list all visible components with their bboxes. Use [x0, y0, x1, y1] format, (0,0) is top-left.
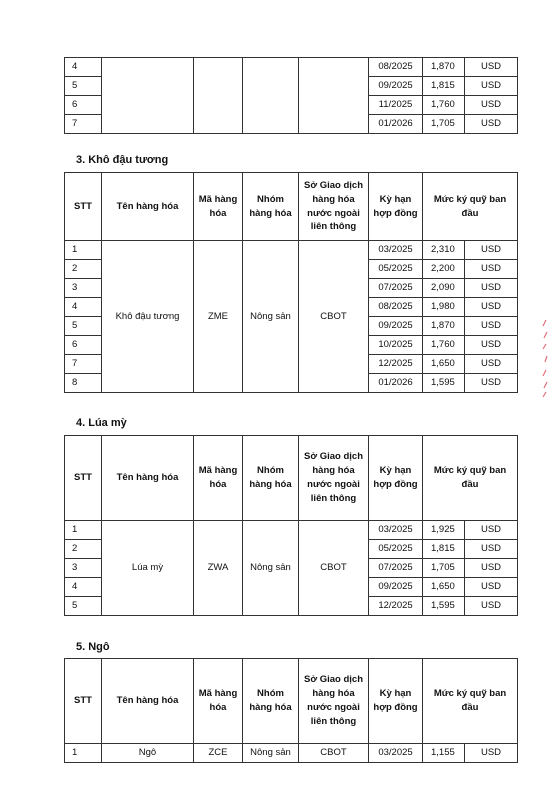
so-giao-dich-cell: CBOT	[299, 241, 369, 393]
stt-cell: 2	[65, 260, 102, 279]
currency-cell: USD	[465, 279, 518, 298]
table-row	[65, 521, 518, 540]
stt-cell: 4	[65, 298, 102, 317]
stt-cell: 2	[65, 540, 102, 559]
header-ky-han: Kỳ hạn hợp đồng	[369, 173, 423, 241]
nhom-hang-hoa-cell: Nông sản	[243, 521, 299, 616]
muc-ky-quy-cell: 2,090	[423, 279, 465, 298]
ky-han-cell: 08/2025	[369, 298, 423, 317]
stt-cell: 7	[65, 115, 102, 134]
header-nhom-hang-hoa: Nhóm hàng hóa	[243, 436, 299, 521]
stt-cell: 5	[65, 77, 102, 96]
ten-hang-hoa-cell: Lúa mỳ	[102, 521, 194, 616]
header-stt: STT	[65, 659, 102, 744]
currency-cell: USD	[465, 336, 518, 355]
muc-ky-quy-cell: 2,200	[423, 260, 465, 279]
ky-han-cell: 01/2026	[369, 115, 423, 134]
stt-cell: 3	[65, 559, 102, 578]
continuation-table	[64, 57, 518, 134]
table-row	[65, 58, 518, 77]
header-ky-han: Kỳ hạn hợp đồng	[369, 436, 423, 521]
muc-ky-quy-cell: 1,155	[423, 744, 465, 763]
table-header-row	[65, 436, 518, 521]
table-row	[65, 241, 518, 260]
ma-hang-hoa-cell: ZCE	[194, 744, 243, 763]
stt-cell: 7	[65, 355, 102, 374]
header-nhom-hang-hoa: Nhóm hàng hóa	[243, 173, 299, 241]
header-so-giao-dich: Sở Giao dịch hàng hóa nước ngoài liên thông	[299, 436, 369, 521]
muc-ky-quy-cell: 1,650	[423, 355, 465, 374]
ky-han-cell: 12/2025	[369, 355, 423, 374]
stt-cell: 6	[65, 96, 102, 115]
commodity-table	[64, 435, 518, 616]
muc-ky-quy-cell: 2,310	[423, 241, 465, 260]
currency-cell: USD	[465, 355, 518, 374]
stt-cell: 3	[65, 279, 102, 298]
header-ma-hang-hoa: Mã hàng hóa	[194, 659, 243, 744]
muc-ky-quy-cell: 1,760	[423, 336, 465, 355]
muc-ky-quy-cell: 1,870	[423, 317, 465, 336]
ky-han-cell: 07/2025	[369, 279, 423, 298]
header-nhom-hang-hoa: Nhóm hàng hóa	[243, 659, 299, 744]
currency-cell: USD	[465, 559, 518, 578]
ky-han-cell: 11/2025	[369, 96, 423, 115]
header-ma-hang-hoa: Mã hàng hóa	[194, 173, 243, 241]
currency-cell: USD	[465, 744, 518, 763]
currency-cell: USD	[465, 597, 518, 616]
nhom-hang-hoa-cell: Nông sản	[243, 744, 299, 763]
continuation-table-body	[65, 58, 518, 134]
ky-han-cell: 12/2025	[369, 597, 423, 616]
section-title: 3. Khô đậu tương	[76, 154, 169, 166]
muc-ky-quy-cell: 1,595	[423, 597, 465, 616]
stt-cell: 5	[65, 597, 102, 616]
muc-ky-quy-cell: 1,705	[423, 559, 465, 578]
stt-cell: 6	[65, 336, 102, 355]
ky-han-cell: 10/2025	[369, 336, 423, 355]
ma-hang-hoa-cell: ZWA	[194, 521, 243, 616]
stt-cell: 4	[65, 58, 102, 77]
stt-cell: 1	[65, 521, 102, 540]
ky-han-cell: 09/2025	[369, 317, 423, 336]
ma-hang-hoa-cell: ZME	[194, 241, 243, 393]
header-stt: STT	[65, 436, 102, 521]
currency-cell: USD	[465, 77, 518, 96]
ky-han-cell: 09/2025	[369, 77, 423, 96]
muc-ky-quy-cell: 1,650	[423, 578, 465, 597]
currency-cell: USD	[465, 521, 518, 540]
table-header-row	[65, 659, 518, 744]
muc-ky-quy-cell: 1,870	[423, 58, 465, 77]
section-title: 4. Lúa mỳ	[76, 417, 127, 429]
currency-cell: USD	[465, 260, 518, 279]
currency-cell: USD	[465, 578, 518, 597]
currency-cell: USD	[465, 96, 518, 115]
ky-han-cell: 01/2026	[369, 374, 423, 393]
table-header-row	[65, 173, 518, 241]
header-stt: STT	[65, 173, 102, 241]
ky-han-cell: 03/2025	[369, 744, 423, 763]
commodity-table	[64, 658, 518, 763]
stt-cell: 8	[65, 374, 102, 393]
so-giao-dich-cell: CBOT	[299, 521, 369, 616]
currency-cell: USD	[465, 298, 518, 317]
header-muc-ky-quy: Mức ký quỹ ban đầu	[423, 173, 518, 241]
stt-cell: 1	[65, 744, 102, 763]
ma-hang-hoa-cell	[194, 58, 243, 134]
nhom-hang-hoa-cell	[243, 58, 299, 134]
stt-cell: 5	[65, 317, 102, 336]
so-giao-dich-cell: CBOT	[299, 744, 369, 763]
currency-cell: USD	[465, 317, 518, 336]
commodity-table-body	[65, 521, 518, 616]
header-so-giao-dich: Sở Giao dịch hàng hóa nước ngoài liên thông	[299, 173, 369, 241]
muc-ky-quy-cell: 1,705	[423, 115, 465, 134]
ky-han-cell: 03/2025	[369, 521, 423, 540]
ky-han-cell: 08/2025	[369, 58, 423, 77]
stt-cell: 1	[65, 241, 102, 260]
commodity-table	[64, 172, 518, 393]
table-row	[65, 744, 518, 763]
header-ten-hang-hoa: Tên hàng hóa	[102, 659, 194, 744]
commodity-table-body	[65, 744, 518, 763]
ten-hang-hoa-cell	[102, 58, 194, 134]
muc-ky-quy-cell: 1,815	[423, 77, 465, 96]
ky-han-cell: 05/2025	[369, 540, 423, 559]
ky-han-cell: 03/2025	[369, 241, 423, 260]
currency-cell: USD	[465, 115, 518, 134]
ky-han-cell: 07/2025	[369, 559, 423, 578]
currency-cell: USD	[465, 241, 518, 260]
currency-cell: USD	[465, 58, 518, 77]
header-so-giao-dich: Sở Giao dịch hàng hóa nước ngoài liên thông	[299, 659, 369, 744]
so-giao-dich-cell	[299, 58, 369, 134]
header-ten-hang-hoa: Tên hàng hóa	[102, 173, 194, 241]
header-muc-ky-quy: Mức ký quỹ ban đầu	[423, 659, 518, 744]
commodity-table-body	[65, 241, 518, 393]
header-ten-hang-hoa: Tên hàng hóa	[102, 436, 194, 521]
header-muc-ky-quy: Mức ký quỹ ban đầu	[423, 436, 518, 521]
header-ma-hang-hoa: Mã hàng hóa	[194, 436, 243, 521]
ten-hang-hoa-cell: Ngô	[102, 744, 194, 763]
ky-han-cell: 09/2025	[369, 578, 423, 597]
muc-ky-quy-cell: 1,595	[423, 374, 465, 393]
muc-ky-quy-cell: 1,815	[423, 540, 465, 559]
currency-cell: USD	[465, 374, 518, 393]
muc-ky-quy-cell: 1,980	[423, 298, 465, 317]
muc-ky-quy-cell: 1,760	[423, 96, 465, 115]
ky-han-cell: 05/2025	[369, 260, 423, 279]
stt-cell: 4	[65, 578, 102, 597]
header-ky-han: Kỳ hạn hợp đồng	[369, 659, 423, 744]
muc-ky-quy-cell: 1,925	[423, 521, 465, 540]
stamp-edge-mark	[540, 318, 550, 398]
nhom-hang-hoa-cell: Nông sản	[243, 241, 299, 393]
section-title: 5. Ngô	[76, 641, 110, 653]
currency-cell: USD	[465, 540, 518, 559]
ten-hang-hoa-cell: Khô đậu tương	[102, 241, 194, 393]
